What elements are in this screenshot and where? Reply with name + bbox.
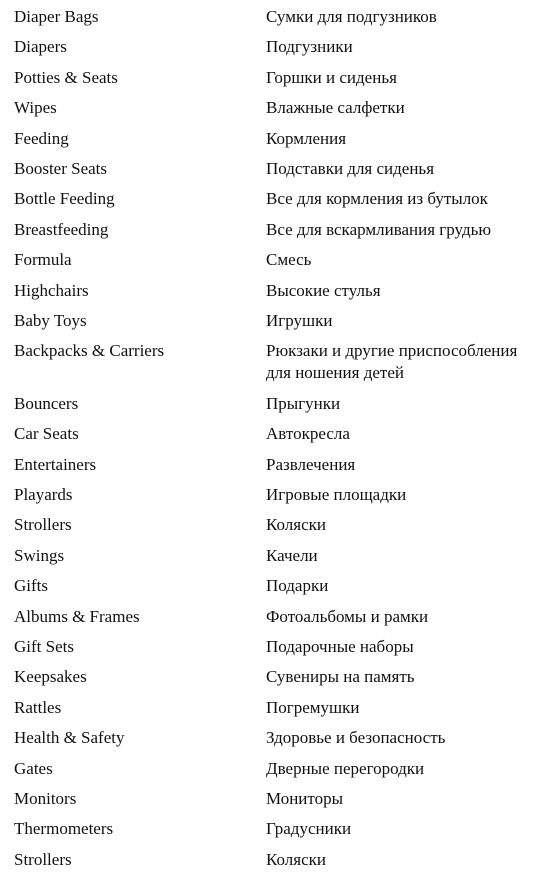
term-russian: Коляски	[266, 849, 326, 869]
term-russian: Все для кормления из бутылок	[266, 189, 488, 209]
term-russian: Рюкзаки и другие приспособления для ношения детей	[266, 341, 518, 383]
term-english: Albums & Frames	[14, 606, 140, 626]
term-english: Highchairs	[14, 280, 89, 300]
glossary-row	[0, 280, 537, 302]
term-english: Rattles	[14, 697, 62, 717]
glossary-row	[0, 849, 537, 871]
glossary-row	[0, 545, 537, 567]
term-english: Baby Toys	[14, 311, 87, 330]
term-russian: Подарочные наборы	[266, 637, 414, 656]
term-english: Feeding	[14, 128, 69, 148]
term-english: Wipes	[14, 98, 57, 118]
glossary-row	[0, 393, 537, 415]
glossary-row	[0, 36, 537, 58]
term-english: Car Seats	[14, 424, 79, 444]
term-russian: Развлечения	[266, 454, 356, 474]
term-english: Gates	[14, 758, 53, 778]
glossary-row	[0, 514, 537, 536]
glossary-row	[0, 606, 537, 628]
term-russian: Прыгунки	[266, 393, 341, 413]
term-russian: Влажные салфетки	[266, 98, 405, 118]
term-russian: Подгузники	[266, 37, 353, 57]
term-russian: Сумки для подгузников	[266, 7, 437, 26]
term-english: Diapers	[14, 37, 67, 57]
term-english: Keepsakes	[14, 667, 87, 687]
glossary-row	[0, 249, 537, 271]
term-russian: Горшки и сиденья	[266, 67, 397, 87]
term-english: Entertainers	[14, 454, 97, 474]
term-english: Health & Safety	[14, 728, 125, 748]
term-russian: Сувениры на память	[266, 667, 415, 687]
glossary-row	[0, 636, 537, 658]
glossary-row	[0, 158, 537, 180]
glossary-row	[0, 758, 537, 780]
term-english: Strollers	[14, 849, 72, 869]
glossary-row	[0, 818, 537, 840]
term-russian: Коляски	[266, 515, 326, 535]
term-russian: Игровые площадки	[266, 485, 407, 504]
glossary-row	[0, 67, 537, 89]
term-english: Backpacks & Carriers	[14, 341, 165, 361]
term-english: Monitors	[14, 789, 77, 808]
glossary-row	[0, 788, 537, 810]
term-english: Gift Sets	[14, 637, 74, 656]
term-russian: Высокие стулья	[266, 280, 381, 300]
glossary-row	[0, 219, 537, 241]
term-english: Thermometers	[14, 819, 114, 839]
glossary-row	[0, 697, 537, 719]
term-english: Formula	[14, 250, 72, 270]
term-russian: Автокресла	[266, 424, 350, 444]
glossary-row	[0, 575, 537, 597]
glossary-row	[0, 340, 537, 384]
term-russian: Здоровье и безопасность	[266, 728, 446, 748]
glossary-row	[0, 484, 537, 506]
term-english: Strollers	[14, 515, 72, 535]
term-english: Booster Seats	[14, 159, 108, 178]
glossary-row	[0, 188, 537, 210]
glossary-row	[0, 727, 537, 749]
term-english: Gifts	[14, 576, 48, 596]
term-russian: Все для вскармливания грудью	[266, 219, 492, 239]
term-russian: Дверные перегородки	[266, 758, 425, 778]
term-russian: Градусники	[266, 819, 352, 839]
glossary-row	[0, 97, 537, 119]
term-russian: Смесь	[266, 250, 312, 270]
term-russian: Мониторы	[266, 789, 344, 808]
glossary-row	[0, 666, 537, 688]
glossary-row	[0, 6, 537, 28]
term-russian: Подарки	[266, 576, 329, 596]
term-russian: Погремушки	[266, 697, 360, 717]
term-russian: Фотоальбомы и рамки	[266, 606, 429, 626]
glossary-row	[0, 310, 537, 332]
term-english: Bouncers	[14, 393, 79, 413]
term-english: Bottle Feeding	[14, 189, 115, 209]
term-english: Playards	[14, 485, 73, 504]
term-russian: Качели	[266, 545, 318, 565]
term-english: Diaper Bags	[14, 7, 99, 26]
term-russian: Подставки для сиденья	[266, 159, 435, 178]
glossary-row	[0, 128, 537, 150]
glossary-row	[0, 454, 537, 476]
term-english: Breastfeeding	[14, 219, 109, 239]
term-english: Swings	[14, 545, 65, 565]
term-russian: Игрушки	[266, 311, 333, 330]
term-english: Potties & Seats	[14, 67, 118, 87]
glossary-row	[0, 423, 537, 445]
term-russian: Кормления	[266, 128, 347, 148]
